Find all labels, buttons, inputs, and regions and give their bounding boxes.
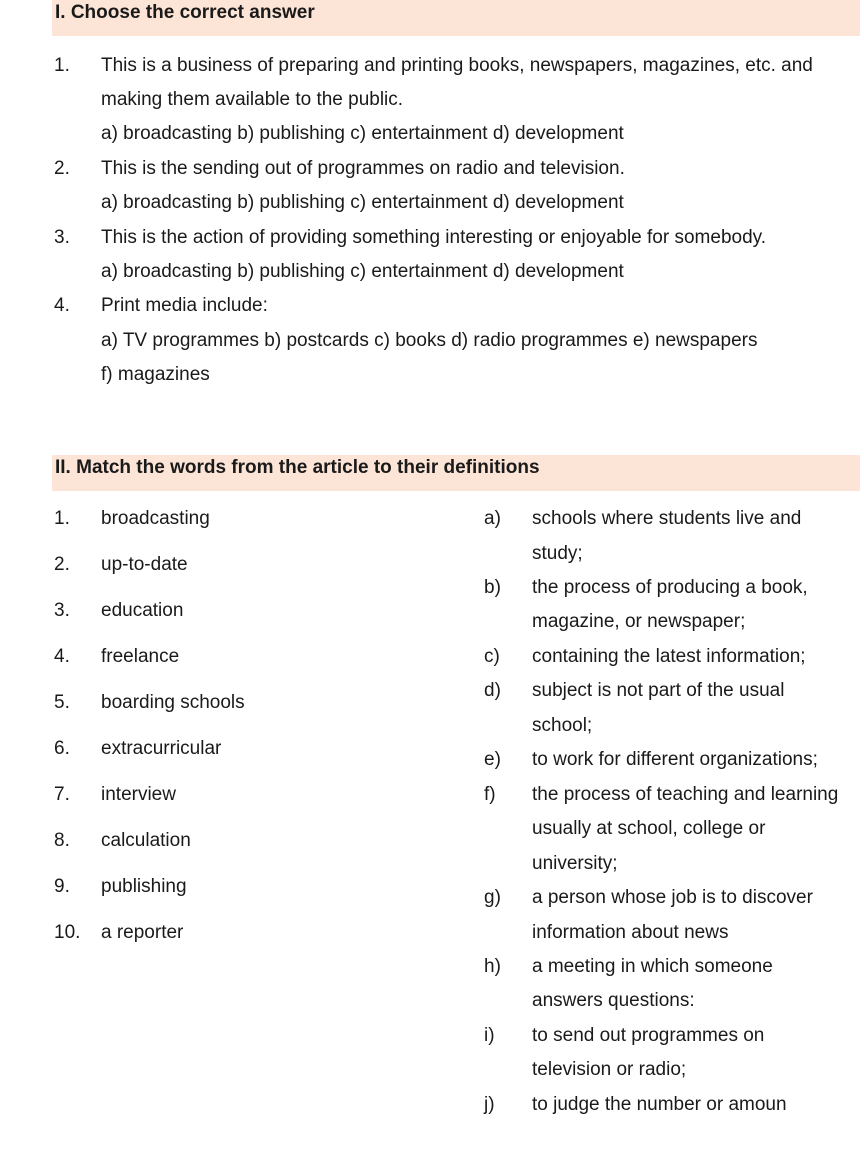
question-text: This is a business of preparing and printing books, newspapers, magazines, etc. and	[101, 55, 813, 76]
word-number: 10.	[54, 922, 81, 943]
definition-text: university;	[532, 853, 618, 874]
match-word: calculation	[101, 830, 191, 851]
definition-text: schools where students live and	[532, 508, 802, 529]
match-word: boarding schools	[101, 692, 245, 713]
definition-text: containing the latest information;	[532, 646, 806, 667]
definition-letter: b)	[484, 577, 501, 598]
word-number: 4.	[54, 646, 70, 667]
match-word: education	[101, 600, 184, 621]
match-word: extracurricular	[101, 738, 222, 759]
definition-letter: j)	[484, 1094, 495, 1115]
question-text: This is the action of providing something interesting or enjoyable for somebody.	[101, 227, 767, 248]
question-number: 1.	[54, 55, 70, 76]
definition-text: to work for different organizations;	[532, 749, 818, 770]
definition-text: usually at school, college or	[532, 818, 766, 839]
question-number: 4.	[54, 295, 70, 316]
match-word: broadcasting	[101, 508, 210, 529]
word-number: 1.	[54, 508, 70, 529]
word-number: 2.	[54, 554, 70, 575]
answer-options: f) magazines	[101, 364, 210, 385]
question-number: 2.	[54, 158, 70, 179]
definition-text: to judge the number or amoun	[532, 1094, 787, 1115]
definition-letter: d)	[484, 680, 501, 701]
word-number: 9.	[54, 876, 70, 897]
definition-text: television or radio;	[532, 1059, 687, 1080]
definition-letter: e)	[484, 749, 501, 770]
answer-options: a) broadcasting b) publishing c) entertainment d) development	[101, 261, 624, 282]
definition-text: answers questions:	[532, 990, 695, 1011]
definition-letter: g)	[484, 887, 501, 908]
definition-text: study;	[532, 543, 583, 564]
section1-heading: I. Choose the correct answer	[52, 0, 860, 36]
match-word: interview	[101, 784, 176, 805]
question-text: Print media include:	[101, 295, 268, 316]
question-number: 3.	[54, 227, 70, 248]
section2-heading: II. Match the words from the article to their definitions	[52, 455, 860, 491]
answer-options: a) broadcasting b) publishing c) entertainment d) development	[101, 123, 624, 144]
word-number: 3.	[54, 600, 70, 621]
definition-text: to send out programmes on	[532, 1025, 765, 1046]
word-number: 6.	[54, 738, 70, 759]
answer-options: a) TV programmes b) postcards c) books d) radio programmes e) newspapers	[101, 330, 758, 351]
definition-letter: c)	[484, 646, 500, 667]
match-word: freelance	[101, 646, 180, 667]
match-word: publishing	[101, 876, 187, 897]
word-number: 7.	[54, 784, 70, 805]
answer-options: a) broadcasting b) publishing c) entertainment d) development	[101, 192, 624, 213]
definition-text: a meeting in which someone	[532, 956, 773, 977]
definition-text: the process of producing a book,	[532, 577, 808, 598]
word-number: 8.	[54, 830, 70, 851]
question-text: making them available to the public.	[101, 89, 404, 110]
definition-text: a person whose job is to discover	[532, 887, 813, 908]
definition-letter: f)	[484, 784, 496, 805]
definition-letter: i)	[484, 1025, 495, 1046]
definition-letter: a)	[484, 508, 501, 529]
word-number: 5.	[54, 692, 70, 713]
match-word: a reporter	[101, 922, 184, 943]
question-text: This is the sending out of programmes on radio and television.	[101, 158, 625, 179]
definition-text: subject is not part of the usual	[532, 680, 785, 701]
definition-letter: h)	[484, 956, 501, 977]
definition-text: the process of teaching and learning	[532, 784, 839, 805]
definition-text: school;	[532, 715, 593, 736]
definition-text: information about news	[532, 922, 729, 943]
definition-text: magazine, or newspaper;	[532, 611, 746, 632]
match-word: up-to-date	[101, 554, 188, 575]
